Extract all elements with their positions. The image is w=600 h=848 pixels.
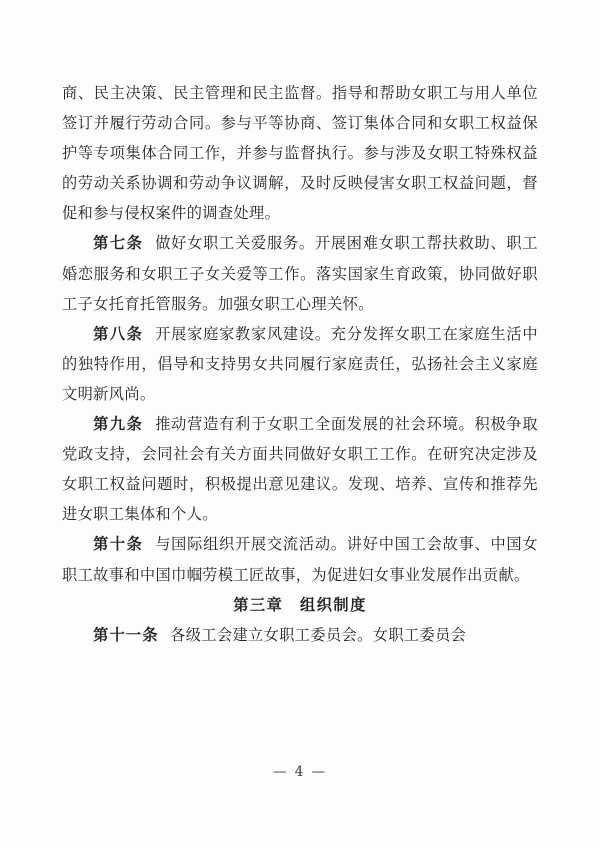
article-eleven [62,620,538,650]
chapter-heading [62,590,538,620]
article-seven-text: 做好女职工关爱服务。开展困难女职工帮扶救助、职工婚恋服务和女职工子女关爱等工作。落实国家生育政策，协同做好职工子女托育托管服务。加强女职工心理关怀。 [62,234,538,313]
paragraph-continuation: 商、民主决策、民主管理和民主监督。指导和帮助女职工与用人单位签订并履行劳动合同。参与平等协商、签订集体合同和女职工权益保护等专项集体合同工作，并参与监督执行。参与涉及女职工特殊权益的劳动关系协调和劳动争议调解，及时反映侵害女职工权益问题，督促和参与侵权案件的调查处理。 [62,84,538,223]
article-eight-label: 第八条 [93,324,144,343]
article-ten-label: 第十条 [93,535,144,554]
article-eleven-label: 第十一条 [93,625,159,644]
article-seven-label: 第七条 [93,234,144,253]
article-eleven-text: 各级工会建立女职工委员会。女职工委员会 [170,625,467,644]
article-eight-text: 开展家庭家教家风建设。充分发挥女职工在家庭生活中的独特作用，倡导和支持男女共同履行家庭责任，弘扬社会主义家庭文明新风尚。 [62,324,538,403]
article-nine [62,409,538,529]
article-ten-text: 与国际组织开展交流活动。讲好中国工会故事、中国女职工故事和中国巾帼劳模工匠故事，为促进妇女事业发展作出贡献。 [62,535,538,584]
article-eight [62,319,538,409]
article-seven [62,228,538,318]
article-ten [62,529,538,589]
article-nine-text: 推动营造有利于女职工全面发展的社会环境。积极争取党政支持，会同社会有关方面共同做好女职工工作。在研究决定涉及女职工权益问题时，积极提出意见建议。发现、培养、宣传和推荐先进女职工集体和个人。 [62,415,538,524]
page-number: — 4 — [272,764,328,780]
article-nine-label: 第九条 [93,415,144,434]
chapter-heading-number: 第三章 [233,595,284,614]
page-body [62,78,538,650]
chapter-heading-title: 组织制度 [300,595,367,614]
